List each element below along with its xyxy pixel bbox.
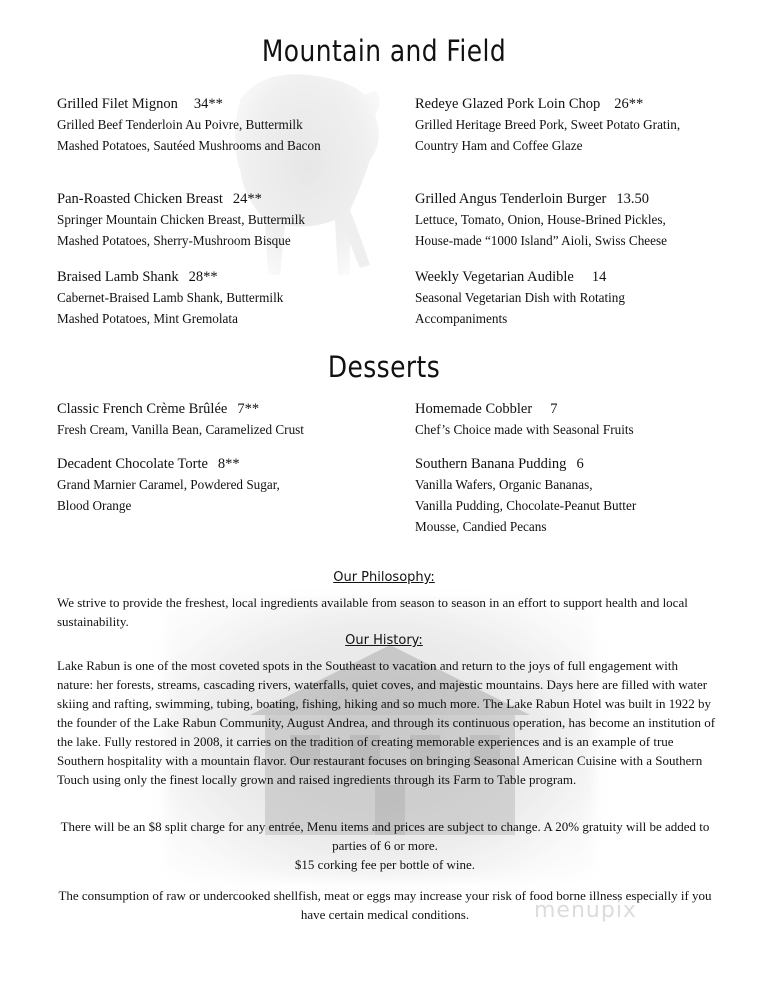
dish-description: Lettuce, Tomato, Onion, House-Brined Pickles, bbox=[415, 212, 666, 227]
dish-description: Blood Orange bbox=[57, 498, 132, 513]
dish-description: Springer Mountain Chicken Breast, Buttermilk bbox=[57, 212, 305, 227]
dish-price: 28** bbox=[188, 269, 218, 285]
dish-name: Braised Lamb Shank bbox=[57, 269, 179, 285]
dish-name: Decadent Chocolate Torte bbox=[57, 456, 208, 472]
dish-price: 34** bbox=[193, 96, 223, 112]
history-title: Our History: bbox=[345, 633, 423, 648]
menu-item-vegetarian-audible bbox=[415, 267, 745, 329]
dish-name: Classic French Crème Brûlée bbox=[57, 401, 228, 417]
dish-description: Vanilla Pudding, Chocolate-Peanut Butter bbox=[415, 498, 637, 513]
dish-description: Country Ham and Coffee Glaze bbox=[415, 138, 583, 153]
dish-name: Weekly Vegetarian Audible bbox=[415, 269, 574, 285]
dish-name: Redeye Glazed Pork Loin Chop bbox=[415, 96, 601, 112]
menu-item-pork-loin-chop bbox=[415, 94, 745, 156]
dish-price: 24** bbox=[232, 191, 262, 207]
dish-description: House-made “1000 Island” Aioli, Swiss Cheese bbox=[415, 233, 667, 248]
philosophy-title: Our Philosophy: bbox=[333, 570, 435, 585]
philosophy-text: We strive to provide the freshest, local ingredients available from season to season in an effort to support health and local sustainability. bbox=[57, 595, 688, 629]
food-safety-warning: The consumption of raw or undercooked shellfish, meat or eggs may increase your risk of food borne illness especially if you have certain medical conditions. bbox=[58, 888, 712, 922]
dish-description: Seasonal Vegetarian Dish with Rotating bbox=[415, 290, 625, 305]
dish-price: 6 bbox=[576, 456, 584, 472]
dish-price: 7 bbox=[550, 401, 558, 417]
dish-description: Mashed Potatoes, Sherry-Mushroom Bisque bbox=[57, 233, 291, 248]
dish-price: 7** bbox=[237, 401, 260, 417]
dish-description: Accompaniments bbox=[415, 311, 508, 326]
dish-description: Mashed Potatoes, Sautéed Mushrooms and Bacon bbox=[57, 138, 321, 153]
history-text: Lake Rabun is one of the most coveted spots in the Southeast to vacation and return to the joys of full engagement with nature: her forests, streams, cascading rivers, waterfalls, quiet coves, and majestic mountains. Days here are filled with water skiing and rafting, swimming, tubing, boating, fishing, hiking and so much more. The Lake Rabun Hotel was built in 1922 by the founder of the Lake Rabun Community, August Andrea, and through its continuous operation, has become an institution of the lake. Fully restored in 2008, it carries on the tradition of creating memorable experiences and is an example of true Southern hospitality with a mountain flavor. Our restaurant focuses on bringing Seasonal American Cuisine with a Southern Touch using only the finest locally grown and raised ingredients through its Farm to Table program. bbox=[57, 658, 716, 787]
dish-description: Fresh Cream, Vanilla Bean, Caramelized Crust bbox=[57, 422, 304, 437]
dish-description: Mousse, Candied Pecans bbox=[415, 519, 547, 534]
dish-name: Southern Banana Pudding bbox=[415, 456, 567, 472]
menu-item-lamb-shank bbox=[57, 267, 387, 329]
dish-name: Pan-Roasted Chicken Breast bbox=[57, 191, 223, 207]
menu-item-angus-burger bbox=[415, 189, 745, 251]
dish-price: 8** bbox=[217, 456, 240, 472]
menu-item-chicken-breast bbox=[57, 189, 387, 251]
desserts-title: Desserts bbox=[327, 350, 441, 384]
corkage-note: $15 corking fee per bottle of wine. bbox=[294, 857, 476, 872]
menu-item-chocolate-torte bbox=[57, 454, 387, 516]
menu-item-filet-mignon bbox=[57, 94, 387, 156]
dish-price: 14 bbox=[591, 269, 607, 285]
dish-description: Mashed Potatoes, Mint Gremolata bbox=[57, 311, 238, 326]
main-courses-title: Mountain and Field bbox=[261, 34, 507, 68]
dish-price: 26** bbox=[614, 96, 644, 112]
dish-description: Cabernet-Braised Lamb Shank, Buttermilk bbox=[57, 290, 284, 305]
dish-name: Homemade Cobbler bbox=[415, 401, 533, 417]
menu-item-cobbler bbox=[415, 399, 745, 440]
dish-description: Chef’s Choice made with Seasonal Fruits bbox=[415, 422, 634, 437]
dish-name: Grilled Angus Tenderloin Burger bbox=[415, 191, 607, 207]
dish-description: Vanilla Wafers, Organic Bananas, bbox=[415, 477, 593, 492]
menu-item-banana-pudding bbox=[415, 454, 745, 537]
dish-description: Grand Marnier Caramel, Powdered Sugar, bbox=[57, 477, 280, 492]
dish-description: Grilled Beef Tenderloin Au Poivre, Buttermilk bbox=[57, 117, 303, 132]
split-charge-note: There will be an $8 split charge for any entrée, Menu items and prices are subject to change. A 20% gratuity will be added to parties of 6 or more. bbox=[60, 819, 710, 853]
dish-description: Grilled Heritage Breed Pork, Sweet Potato Gratin, bbox=[415, 117, 681, 132]
menu-item-creme-brulee bbox=[57, 399, 387, 440]
menupix-watermark: menupix bbox=[534, 898, 637, 923]
dish-name: Grilled Filet Mignon bbox=[57, 96, 178, 112]
dish-price: 13.50 bbox=[616, 191, 649, 207]
